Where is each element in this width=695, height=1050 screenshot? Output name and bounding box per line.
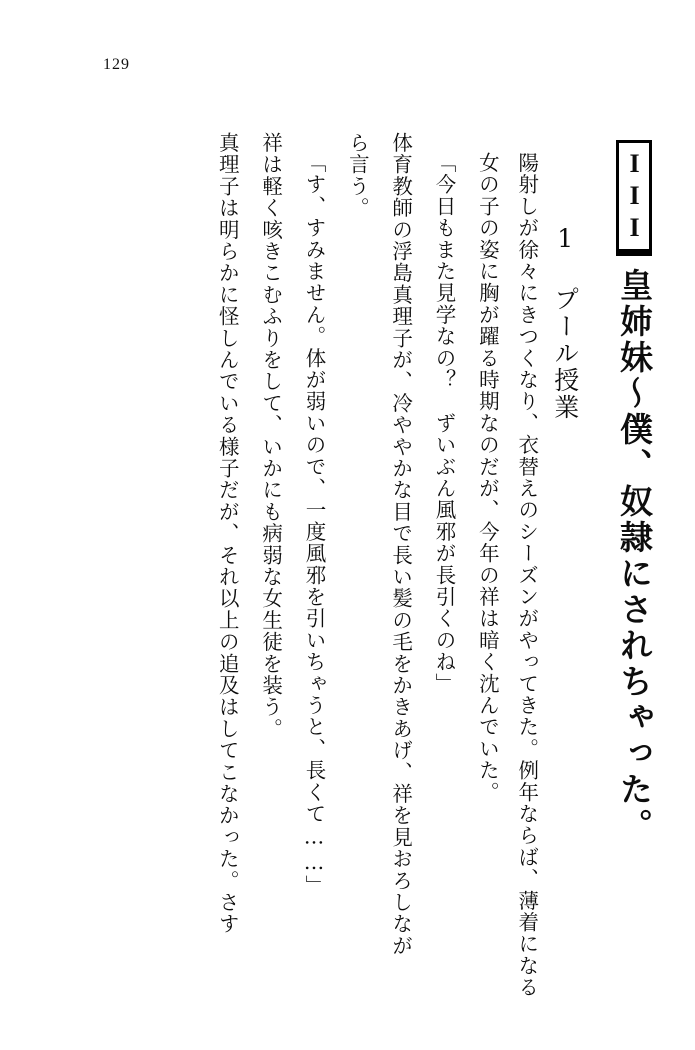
paragraph: 祥は軽く咳きこむふりをして、いかにも病弱な女生徒を装う。 bbox=[258, 132, 283, 740]
chapter-number: III bbox=[616, 140, 652, 256]
paragraph: 体育教師の浮島真理子が、冷ややかな目で長い髪の毛をかきあげ、祥を見おろしなが bbox=[388, 132, 413, 957]
page-text-body bbox=[60, 100, 655, 1010]
chapter-title: 皇姉妹〜僕、奴隷にされちゃった。 bbox=[615, 268, 654, 844]
paragraph: 「今日もまた見学なの？ ずいぶん風邪が長引くのね」 bbox=[432, 152, 457, 695]
page-number: 129 bbox=[103, 56, 130, 73]
paragraph: ら言う。 bbox=[345, 132, 370, 219]
paragraph: 陽射しが徐々にきつくなり、衣替えのシーズンがやってきた。例年ならば、薄着になる女の子の姿に胸が躍る時期なのだが、今年の祥は暗く沈んでいた。 bbox=[475, 152, 539, 999]
paragraph: 真理子は明らかに怪しんでいる様子だが、それ以上の追及はしてこなかった。さす bbox=[215, 132, 240, 935]
paragraph: 「す、すみません。体が弱いので、一度風邪を引いちゃうと、長くて……」 bbox=[301, 152, 326, 897]
section-heading: 1 プール授業 bbox=[550, 224, 580, 421]
chapter-heading bbox=[614, 100, 655, 1010]
